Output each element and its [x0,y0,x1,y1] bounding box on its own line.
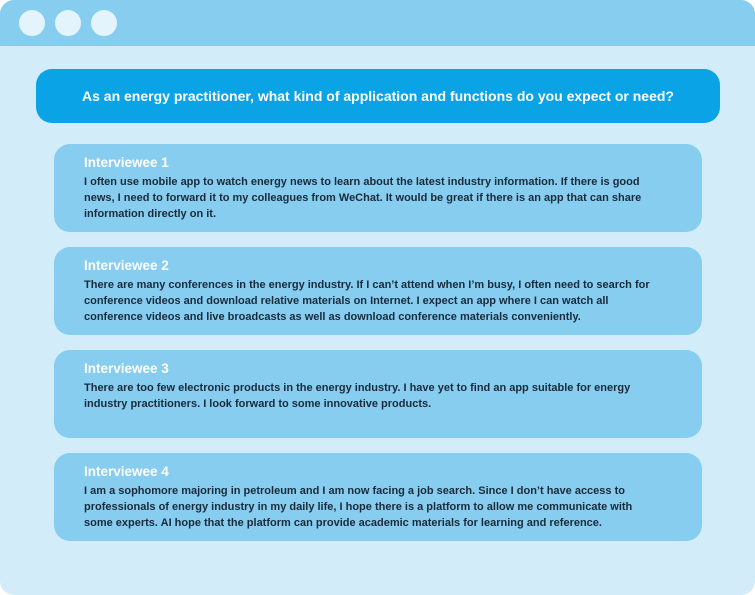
interviewee-name: Interviewee 2 [84,258,169,273]
interviewee-name: Interviewee 1 [84,155,169,170]
question-banner: As an energy practitioner, what kind of application and functions do you expect or need? [36,69,720,123]
interview-card-1 [54,144,702,232]
window-titlebar [0,0,755,46]
window-dot-3-icon[interactable] [91,10,117,36]
interview-card-2 [54,247,702,335]
interviewee-quote: There are too few electronic products in the energy industry. I have yet to find an app suitable for energy industry practitioners. I look forward to some innovative products. [84,382,631,410]
window-dot-2-icon[interactable] [55,10,81,36]
interviewee-quote: I often use mobile app to watch energy news to learn about the latest industry information. If there is good news, I need to forward it to my colleagues from WeChat. It would be great if there is an app that can share information directly on it. [84,176,642,220]
interview-card-4 [54,453,702,541]
interviewee-name: Interviewee 3 [84,361,169,376]
interviewee-name: Interviewee 4 [84,464,169,479]
window-dot-1-icon[interactable] [19,10,45,36]
interviewee-quote: There are many conferences in the energy industry. If I can’t attend when I’m busy, I often need to search for conference videos and download relative materials on Internet. I expect an app where I can watch all conference videos and live broadcasts as well as download conference materials conveniently. [84,279,650,323]
interviewee-quote: I am a sophomore majoring in petroleum and I am now facing a job search. Since I don’t have access to professionals of energy industry in my daily life, I hope there is a platform to allow me communicate with some experts. AI hope that the platform can provide academic materials for learning and reference. [84,485,633,529]
interview-card-3 [54,350,702,438]
